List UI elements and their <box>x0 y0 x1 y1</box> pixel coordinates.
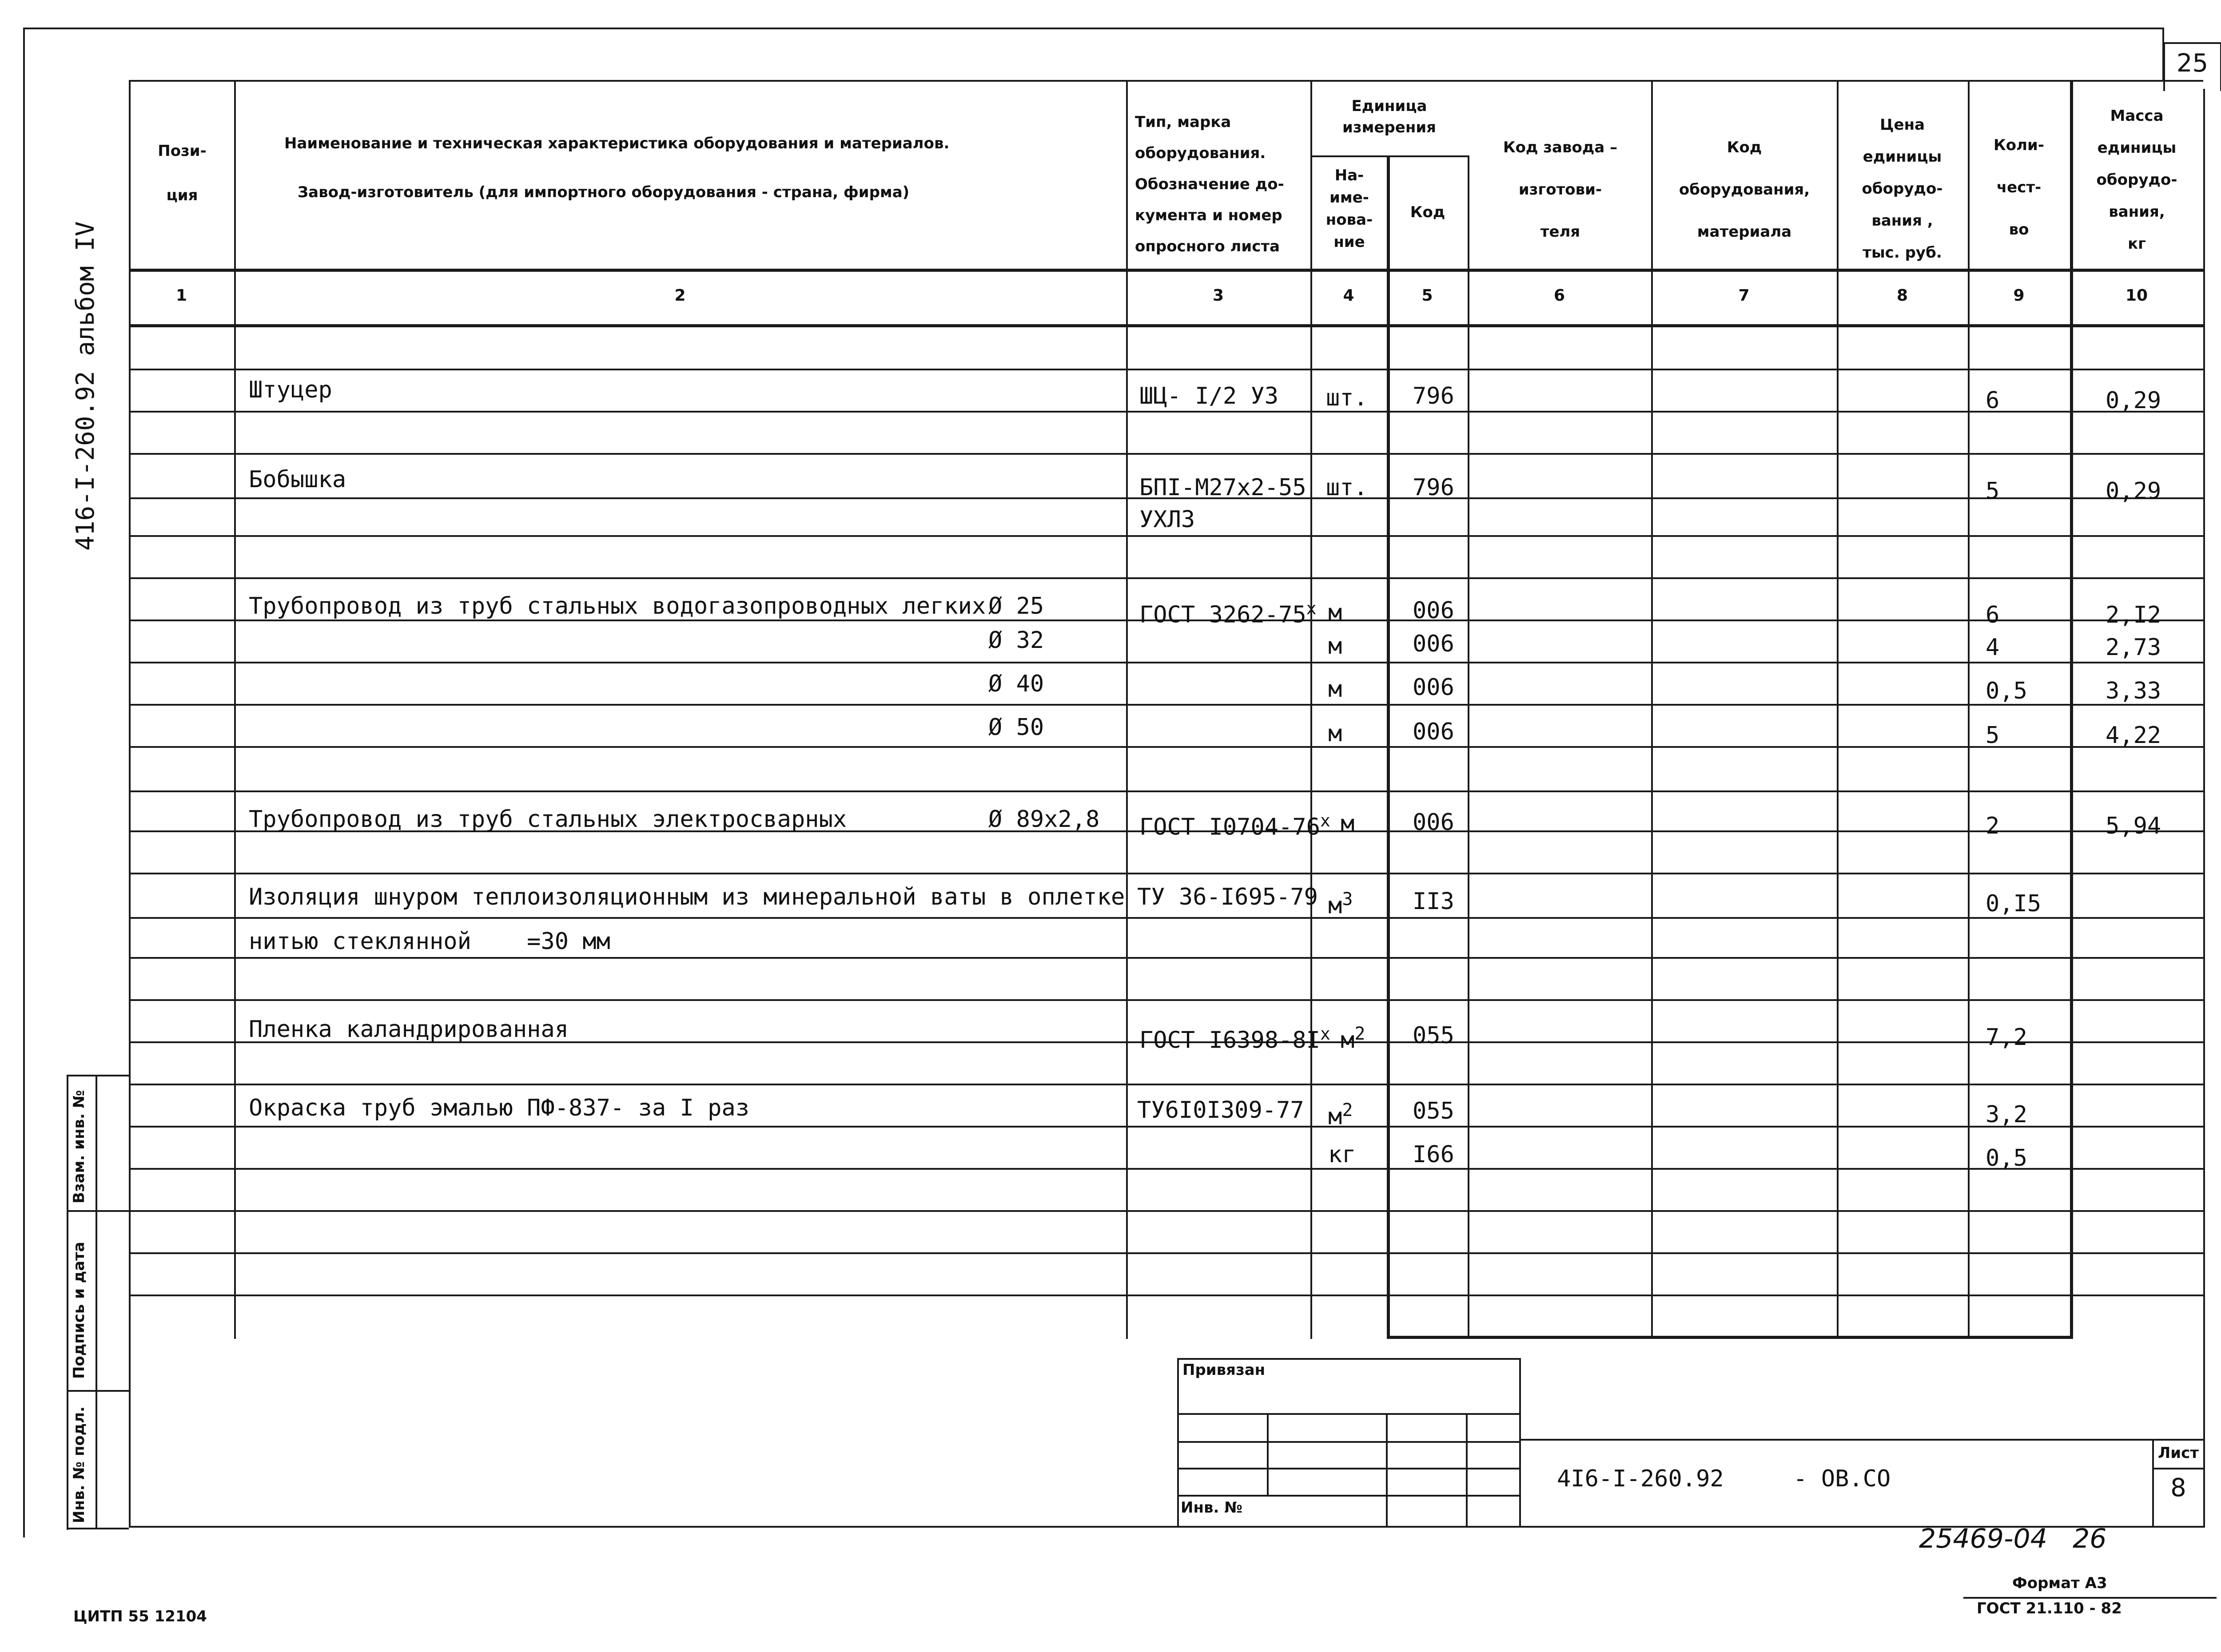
header-unit-group: Единица измерения <box>1342 97 1436 136</box>
row-qty: 4 <box>1986 634 2000 661</box>
column-number: 4 <box>1343 286 1354 305</box>
row-mass: 0,29 <box>2106 478 2161 504</box>
row-name: Пленка каландрированная <box>249 1016 569 1043</box>
document-code: 4I6-I-260.92 - ОВ.СО <box>1557 1465 1891 1492</box>
row-name: Окраска труб эмалью ПФ-837- за I раз <box>249 1095 750 1121</box>
row-qty: 2 <box>1986 813 2000 839</box>
row-type: ТУ6I0I309-77 <box>1137 1097 1304 1124</box>
header-price: Цена единицы оборудо- вания , тыс. руб. <box>1862 116 1943 262</box>
row-type: ТУ 36-I695-79 <box>1137 884 1318 910</box>
stamp-signature-date: Подпись и дата <box>70 1242 88 1379</box>
header-unit-code: Код <box>1410 203 1445 221</box>
stamp-inv-original: Инв. № подл. <box>70 1406 88 1523</box>
column-number: 7 <box>1738 286 1750 305</box>
stamp-inv-no: Инв. № <box>1181 1499 1243 1517</box>
header-type: Тип, марка оборудования. Обозначение до- кумента и номер опросного листа <box>1135 113 1284 255</box>
album-side-label: 416-I-260.92 альбом IV <box>71 221 100 551</box>
row-mass: 5,94 <box>2106 813 2161 839</box>
row-name: Бобышка <box>249 466 346 493</box>
row-code: I66 <box>1413 1141 1454 1168</box>
row-mass: 4,22 <box>2106 722 2161 749</box>
row-diameter: Ø 89x2,8 <box>988 806 1100 833</box>
page-number: 25 <box>2176 49 2209 78</box>
row-diameter: Ø 25 <box>988 593 1044 620</box>
row-code: 006 <box>1413 597 1454 624</box>
row-qty: 0,5 <box>1986 678 2027 704</box>
row-unit: м <box>1328 600 1342 626</box>
row-type: БПI-M27x2-55 <box>1139 474 1306 501</box>
row-unit: шт. <box>1326 385 1368 411</box>
row-mass: 0,29 <box>2106 387 2161 414</box>
row-diameter: Ø 40 <box>988 671 1044 697</box>
row-name: Штуцер <box>249 377 332 403</box>
column-number: 1 <box>175 286 187 305</box>
row-name: нитью стеклянной =30 мм <box>249 928 610 955</box>
row-mass: 3,33 <box>2106 678 2161 704</box>
handwritten-archive-number: 25469-04 26 <box>1919 1523 2107 1554</box>
row-code: 006 <box>1413 674 1454 701</box>
row-qty: 3,2 <box>1986 1101 2027 1128</box>
row-code: 006 <box>1413 809 1454 836</box>
row-qty: 5 <box>1986 722 2000 749</box>
column-number: 10 <box>2125 286 2148 305</box>
header-position: Пози- ция <box>158 142 207 204</box>
header-name-line1: Наименование и техническая характеристика оборудования и материалов. <box>284 135 950 152</box>
row-type: ШЦ- I/2 УЗ <box>1139 383 1279 409</box>
row-unit: м <box>1341 810 1355 837</box>
column-number: 5 <box>1421 286 1433 305</box>
row-type: ГОСТ I0704-76$^x$ <box>1139 811 1330 841</box>
header-unit-name: На- име- нова- ние <box>1325 167 1373 251</box>
header-mass: Масса единицы оборудо- вания, кг <box>2096 107 2177 253</box>
row-diameter: Ø 50 <box>988 714 1044 741</box>
row-code: 796 <box>1413 383 1454 409</box>
row-unit: $м^2$ <box>1328 1100 1353 1130</box>
row-unit: $м^2$ <box>1341 1024 1365 1054</box>
publisher-label: ЦИТП 55 12104 <box>73 1608 207 1625</box>
header-equipment-code: Код оборудования, материала <box>1679 139 1810 241</box>
row-qty: 5 <box>1986 478 2000 504</box>
row-type: УХЛ3 <box>1139 506 1195 533</box>
row-code: II3 <box>1413 888 1454 915</box>
row-name: Трубопровод из труб стальных электросварных <box>249 806 847 833</box>
row-qty: 0,5 <box>1986 1145 2027 1171</box>
row-name: Трубопровод из труб стальных водогазопроводных легких <box>249 593 986 620</box>
column-number: 8 <box>1896 286 1908 305</box>
row-type: ГОСТ $I6398-8I^x$ <box>1139 1024 1330 1054</box>
row-unit: кг <box>1328 1141 1356 1168</box>
column-number: 9 <box>2013 286 2025 305</box>
row-diameter: Ø 32 <box>988 627 1044 654</box>
row-unit: $м^3$ <box>1328 889 1353 919</box>
row-code: 006 <box>1413 631 1454 657</box>
header-quantity: Коли- чест- во <box>1994 136 2044 238</box>
column-number: 3 <box>1212 286 1224 305</box>
row-type: ГОСТ 3262-75$^x$ <box>1139 599 1317 628</box>
sheet-label: Лист <box>2158 1444 2199 1462</box>
row-qty: 0,I5 <box>1986 890 2042 917</box>
row-mass: 2,I2 <box>2106 602 2161 628</box>
header-factory-code: Код завода – изготови- теля <box>1503 139 1618 241</box>
row-mass: 2,73 <box>2106 634 2161 661</box>
row-unit: шт. <box>1326 474 1368 501</box>
row-code: 055 <box>1413 1098 1454 1124</box>
row-qty: 6 <box>1986 387 2000 414</box>
row-code: 006 <box>1413 719 1454 745</box>
column-number: 2 <box>674 286 686 305</box>
row-name: Изоляция шнуром теплоизоляционным из минеральной ваты в оплетке <box>249 884 1125 910</box>
row-code: 055 <box>1413 1022 1454 1049</box>
column-number: 6 <box>1553 286 1565 305</box>
gost-label: ГОСТ 21.110 - 82 <box>1977 1600 2122 1617</box>
format-label: Формат А3 <box>2012 1574 2107 1592</box>
stamp-privyazan: Привязан <box>1182 1361 1266 1379</box>
row-unit: м <box>1328 720 1342 747</box>
row-unit: м <box>1328 633 1342 659</box>
row-qty: 6 <box>1986 602 2000 628</box>
stamp-vzam-inv: Взам. инв. № <box>70 1090 88 1203</box>
row-qty: 7,2 <box>1986 1024 2027 1051</box>
row-unit: м <box>1328 676 1342 703</box>
row-code: 796 <box>1413 474 1454 501</box>
header-name-line2: Завод-изготовитель (для импортного оборудования - страна, фирма) <box>298 183 910 201</box>
sheet-number: 8 <box>2170 1473 2186 1502</box>
